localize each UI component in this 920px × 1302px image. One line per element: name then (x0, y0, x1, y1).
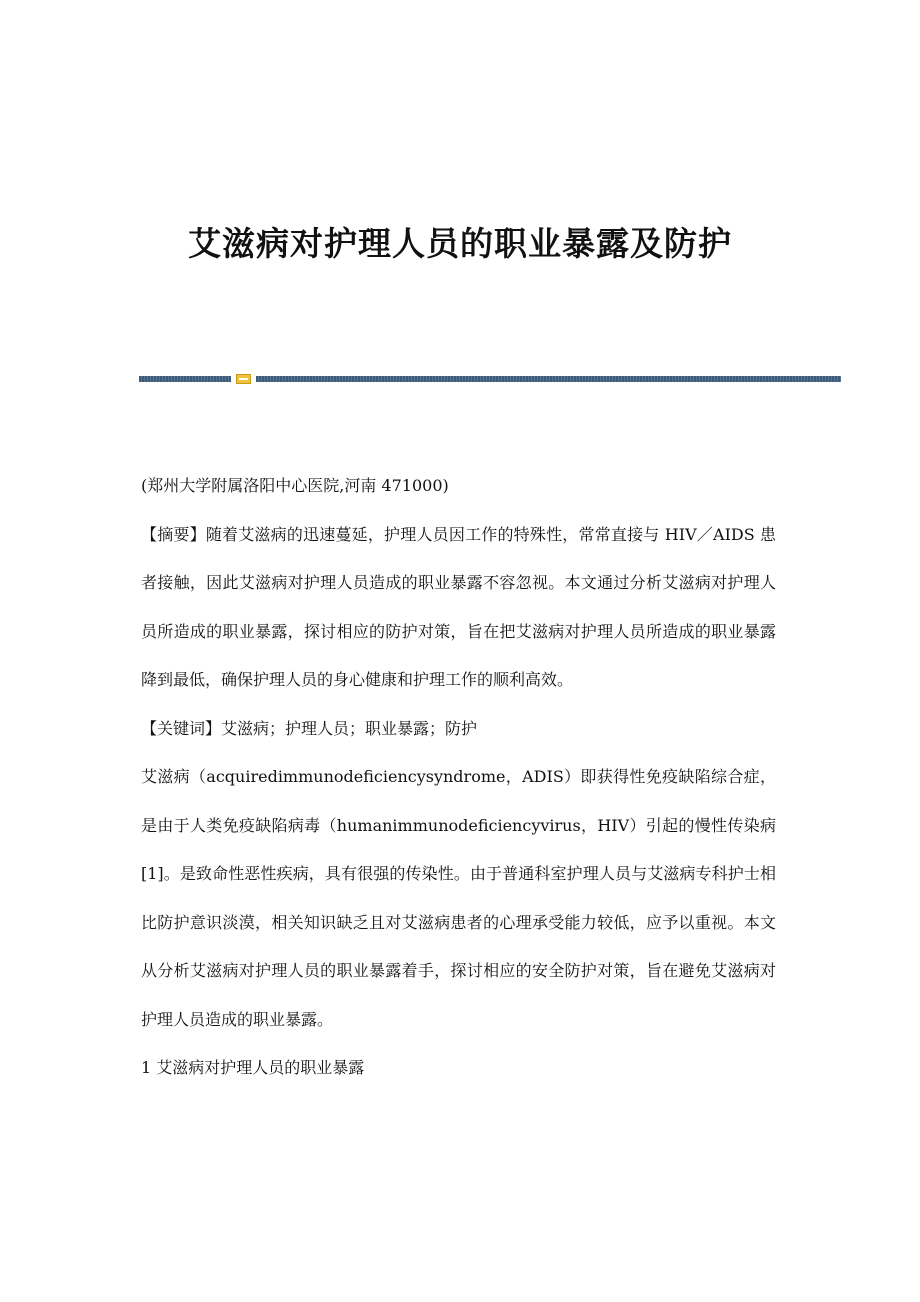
abstract-paragraph: 【摘要】随着艾滋病的迅速蔓延，护理人员因工作的特殊性，常常直接与 HIV／AIDS 患者接触，因此艾滋病对护理人员造成的职业暴露不容忽视。本文通过分析艾滋病对护理人员所造成的职业暴露，探讨相应的防护对策，旨在把艾滋病对护理人员所造成的职业暴露降到最低，确保护理人员的身心健康和护理工作的顺利高效。 (141, 524, 776, 689)
title-divider (139, 374, 841, 384)
affiliation-line: (郑州大学附属洛阳中心医院,河南 471000) (141, 476, 449, 495)
intro-paragraph: 艾滋病（acquiredimmunodeficiencysyndrome，ADIS）即获得性免疫缺陷综合症，是由于人类免疫缺陷病毒（humanimmunodeficiencyvirus，HIV）引起的慢性传染病[1]。是致命性恶性疾病，具有很强的传染性。由于普通科室护理人员与艾滋病专科护士相比防护意识淡漠，相关知识缺乏且对艾滋病患者的心理承受能力较低，应予以重视。本文从分析艾滋病对护理人员的职业暴露着手，探讨相应的安全防护对策，旨在避免艾滋病对护理人员造成的职业暴露。 (141, 767, 776, 1029)
divider-bar-right (256, 376, 841, 382)
divider-bar-left (139, 376, 231, 382)
document-body (141, 462, 776, 1093)
section-heading: 1 艾滋病对护理人员的职业暴露 (141, 1058, 365, 1077)
keywords-line: 【关键词】艾滋病；护理人员；职业暴露；防护 (141, 718, 478, 738)
divider-ornament-icon (236, 374, 251, 384)
document-title: 艾滋病对护理人员的职业暴露及防护 (188, 224, 732, 263)
